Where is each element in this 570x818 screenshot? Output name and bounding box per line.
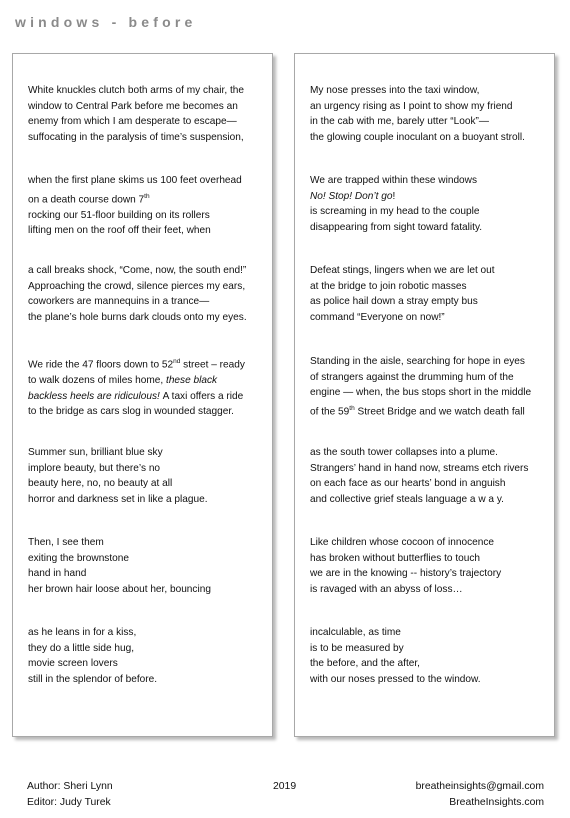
- right-poem-panel: [294, 53, 555, 737]
- poem-line: Approaching the crowd, silence pierces my ears,: [28, 280, 246, 292]
- poem-line: disappearing from sight toward fatality.: [310, 221, 483, 233]
- poem-line: hand in hand: [28, 568, 87, 580]
- poem-line: of strangers against the drumming hum of the: [310, 371, 514, 383]
- poem-line: No! Stop! Don’t go!: [310, 190, 396, 202]
- poem-line: My nose presses into the taxi window,: [310, 85, 480, 96]
- poem-line: suffocating in the paralysis of time’s suspension,: [28, 131, 244, 143]
- poem-line: coworkers are mannequins in a trance—: [28, 296, 210, 308]
- poem-line: rocking our 51-floor building on its rollers: [28, 209, 210, 221]
- poem-line: still in the splendor of before.: [28, 673, 158, 685]
- poem-line: Summer sun, brilliant blue sky: [28, 447, 163, 458]
- stanza: [28, 625, 268, 687]
- year-label: 2019: [273, 781, 297, 792]
- poem-line: in the cab with me, barely utter “Look”—: [310, 116, 489, 128]
- stanza: [310, 83, 550, 145]
- poem-line: her brown hair loose about her, bouncing: [28, 583, 211, 595]
- poem-line: as he leans in for a kiss,: [28, 627, 137, 638]
- poem-line: an urgency rising as I point to show my friend: [310, 100, 513, 112]
- website-link[interactable]: BreatheInsights.com: [449, 797, 544, 808]
- poem-line: command “Everyone on now!”: [310, 311, 445, 323]
- poem-line: has broken without butterflies to touch: [310, 552, 481, 564]
- poem-line: to the bridge as cars slog in wounded stagger.: [28, 406, 234, 418]
- stanza: [310, 445, 550, 507]
- poem-line: Strangers’ hand in hand now, streams etch rivers: [310, 462, 529, 474]
- poem-line: is to be measured by: [310, 642, 404, 654]
- poem-line: the plane’s hole burns dark clouds onto my eyes.: [28, 311, 247, 323]
- poem-line: implore beauty, but there’s no: [28, 462, 161, 474]
- poem-line: horror and darkness set in like a plague.: [28, 493, 208, 505]
- stanza: [310, 263, 550, 325]
- stanza: [28, 354, 268, 420]
- author-credit: Author: Sheri Lynn: [27, 781, 113, 792]
- poem-line: is screaming in my head to the couple: [310, 206, 480, 218]
- poem-line: lifting men on the roof off their feet, when: [28, 225, 211, 237]
- poem-line: a call breaks shock, “Come, now, the south end!”: [28, 265, 247, 276]
- poem-line: the glowing couple inoculant on a buoyant stroll.: [310, 131, 525, 143]
- poem-line: incalculable, as time: [310, 627, 401, 638]
- poem-line: We are trapped within these windows: [310, 175, 478, 186]
- poem-line: Like children whose cocoon of innocence: [310, 537, 495, 548]
- poem-line: to walk dozens of miles home, these black: [28, 374, 218, 386]
- poem-line: when the first plane skims us 100 feet overhead: [28, 175, 242, 186]
- stanza: [28, 263, 268, 325]
- poem-line: with our noses pressed to the window.: [310, 673, 481, 685]
- poem-line: beauty here, no, no beauty at all: [28, 478, 173, 490]
- poem-line: Defeat stings, lingers when we are let out: [310, 265, 495, 276]
- poem-line: we are in the knowing -- history’s trajectory: [310, 568, 502, 580]
- poem-line: window to Central Park before me becomes an: [28, 100, 238, 112]
- stanza: [28, 445, 268, 507]
- stanza: [28, 173, 268, 239]
- poem-line: and collective grief steals language a w a y.: [310, 493, 504, 505]
- poem-line: on a death course down 7th: [28, 192, 150, 205]
- poem-line: as the south tower collapses into a plume.: [310, 447, 498, 458]
- poem-line: We ride the 47 floors down to 52nd street – ready: [28, 358, 245, 371]
- left-poem-panel: [12, 53, 273, 737]
- email-link[interactable]: breatheinsights@gmail.com: [415, 781, 544, 792]
- poem-line: backless heels are ridiculous! A taxi offers a ride: [28, 390, 244, 402]
- poem-line: Standing in the aisle, searching for hope in eyes: [310, 356, 525, 367]
- poem-line: enemy from which I am desperate to escape—: [28, 116, 237, 128]
- poem-line: White knuckles clutch both arms of my chair, the: [28, 85, 244, 96]
- stanza: [28, 535, 268, 597]
- poem-line: movie screen lovers: [28, 658, 118, 670]
- poem-line: at the bridge to join robotic masses: [310, 280, 467, 292]
- stanza: [28, 83, 268, 145]
- poem-line: on each face as our hearts’ bond in anguish: [310, 478, 506, 490]
- poem-line: exiting the brownstone: [28, 552, 130, 564]
- poem-line: they do a little side hug,: [28, 642, 135, 654]
- poem-line: is ravaged with an abyss of loss…: [310, 583, 463, 595]
- poem-line: the before, and the after,: [310, 658, 420, 670]
- editor-credit: Editor: Judy Turek: [27, 797, 111, 808]
- stanza: [310, 535, 550, 597]
- poem-line: engine — when, the bus stops short in the middle: [310, 387, 532, 399]
- stanza: [310, 625, 550, 687]
- stanza: [310, 354, 550, 420]
- poem-line: Then, I see them: [28, 537, 104, 548]
- poem-line: as police hail down a stray empty bus: [310, 296, 478, 308]
- poem-line: of the 59th Street Bridge and we watch death fall: [310, 404, 525, 418]
- stanza: [310, 173, 550, 235]
- poem-title: windows - before: [15, 14, 197, 30]
